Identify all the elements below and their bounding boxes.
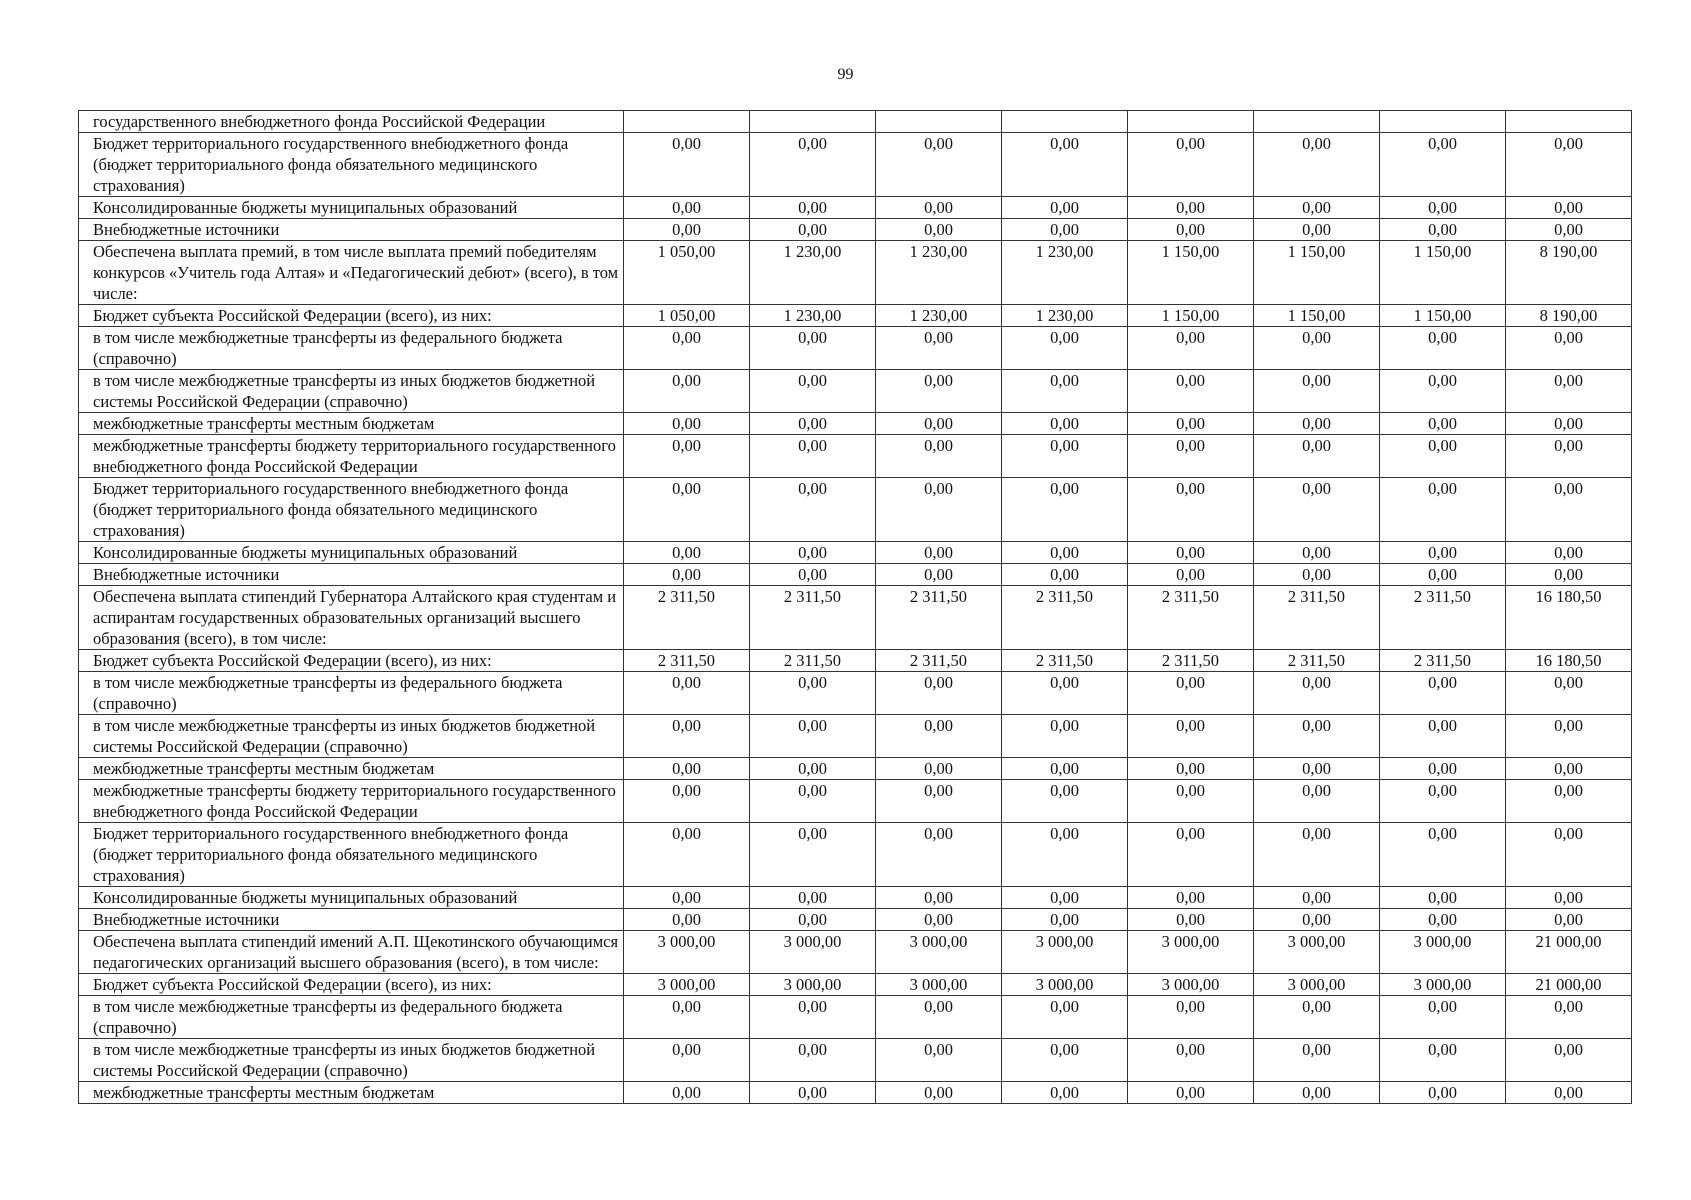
value-cell: 0,00	[750, 996, 876, 1039]
value-cell: 1 230,00	[750, 241, 876, 305]
row-label: Обеспечена выплата стипендий Губернатора Алтайского края студентам и аспирантам государственных образовательных организаций высшего образования (всего), в том числе:	[79, 586, 624, 650]
value-cell: 0,00	[750, 672, 876, 715]
value-cell: 0,00	[1506, 564, 1632, 586]
row-label: Консолидированные бюджеты муниципальных образований	[79, 542, 624, 564]
value-cell: 3 000,00	[876, 974, 1002, 996]
value-cell: 3 000,00	[624, 931, 750, 974]
value-cell: 0,00	[1380, 780, 1506, 823]
value-cell: 0,00	[1128, 1039, 1254, 1082]
value-cell: 2 311,50	[876, 586, 1002, 650]
value-cell: 3 000,00	[750, 974, 876, 996]
value-cell: 0,00	[1254, 780, 1380, 823]
row-label: межбюджетные трансферты бюджету территориального государственного внебюджетного фонда Российской Федерации	[79, 435, 624, 478]
value-cell: 0,00	[1254, 823, 1380, 887]
table-row	[79, 823, 1632, 887]
value-cell: 0,00	[876, 542, 1002, 564]
value-cell: 0,00	[1254, 327, 1380, 370]
value-cell: 0,00	[750, 133, 876, 197]
row-label: государственного внебюджетного фонда Российской Федерации	[79, 111, 624, 133]
value-cell: 0,00	[1380, 823, 1506, 887]
value-cell: 1 150,00	[1128, 305, 1254, 327]
value-cell: 0,00	[1506, 996, 1632, 1039]
row-label: Внебюджетные источники	[79, 909, 624, 931]
value-cell: 0,00	[1506, 542, 1632, 564]
table-row	[79, 1039, 1632, 1082]
value-cell	[876, 111, 1002, 133]
row-label: в том числе межбюджетные трансферты из иных бюджетов бюджетной системы Российской Федерации (справочно)	[79, 715, 624, 758]
value-cell: 0,00	[1506, 370, 1632, 413]
value-cell: 0,00	[876, 1082, 1002, 1104]
value-cell: 16 180,50	[1506, 586, 1632, 650]
value-cell: 0,00	[1128, 542, 1254, 564]
value-cell: 0,00	[876, 887, 1002, 909]
value-cell: 0,00	[1380, 478, 1506, 542]
value-cell: 0,00	[876, 780, 1002, 823]
value-cell: 0,00	[1380, 1082, 1506, 1104]
value-cell: 0,00	[1506, 1082, 1632, 1104]
value-cell: 2 311,50	[624, 650, 750, 672]
value-cell: 0,00	[1380, 542, 1506, 564]
value-cell: 0,00	[1380, 564, 1506, 586]
value-cell: 2 311,50	[876, 650, 1002, 672]
value-cell: 0,00	[1128, 780, 1254, 823]
value-cell: 0,00	[624, 909, 750, 931]
value-cell: 2 311,50	[1128, 586, 1254, 650]
value-cell: 0,00	[624, 564, 750, 586]
value-cell: 0,00	[1128, 370, 1254, 413]
value-cell: 0,00	[1002, 823, 1128, 887]
value-cell: 0,00	[624, 197, 750, 219]
value-cell: 0,00	[624, 887, 750, 909]
value-cell: 2 311,50	[1254, 650, 1380, 672]
value-cell: 0,00	[876, 435, 1002, 478]
value-cell: 0,00	[876, 370, 1002, 413]
table-row	[79, 996, 1632, 1039]
row-label: Обеспечена выплата премий, в том числе выплата премий победителям конкурсов «Учитель года Алтая» и «Педагогический дебют» (всего), в том числе:	[79, 241, 624, 305]
value-cell: 3 000,00	[750, 931, 876, 974]
value-cell: 0,00	[1380, 219, 1506, 241]
value-cell: 0,00	[750, 780, 876, 823]
value-cell: 8 190,00	[1506, 305, 1632, 327]
value-cell: 0,00	[1380, 996, 1506, 1039]
value-cell: 3 000,00	[1380, 931, 1506, 974]
value-cell: 16 180,50	[1506, 650, 1632, 672]
value-cell: 0,00	[1002, 1082, 1128, 1104]
value-cell: 0,00	[1002, 413, 1128, 435]
value-cell: 0,00	[624, 413, 750, 435]
table-row	[79, 241, 1632, 305]
value-cell: 0,00	[624, 823, 750, 887]
value-cell: 0,00	[876, 197, 1002, 219]
table-row	[79, 780, 1632, 823]
value-cell: 0,00	[1128, 823, 1254, 887]
value-cell: 0,00	[624, 133, 750, 197]
value-cell: 8 190,00	[1506, 241, 1632, 305]
value-cell: 0,00	[1128, 715, 1254, 758]
value-cell: 0,00	[1380, 327, 1506, 370]
value-cell: 2 311,50	[624, 586, 750, 650]
table-row	[79, 650, 1632, 672]
value-cell: 3 000,00	[1128, 974, 1254, 996]
value-cell: 0,00	[1380, 1039, 1506, 1082]
value-cell: 0,00	[750, 1039, 876, 1082]
value-cell: 3 000,00	[1254, 931, 1380, 974]
value-cell: 1 230,00	[876, 305, 1002, 327]
value-cell: 0,00	[1506, 413, 1632, 435]
value-cell: 1 150,00	[1254, 241, 1380, 305]
row-label: в том числе межбюджетные трансферты из федерального бюджета (справочно)	[79, 996, 624, 1039]
row-label: Бюджет территориального государственного внебюджетного фонда (бюджет территориального фонда обязательного медицинского страхования)	[79, 823, 624, 887]
value-cell: 1 150,00	[1128, 241, 1254, 305]
value-cell: 0,00	[1380, 715, 1506, 758]
value-cell	[1002, 111, 1128, 133]
value-cell: 0,00	[1128, 564, 1254, 586]
row-label: в том числе межбюджетные трансферты из федерального бюджета (справочно)	[79, 327, 624, 370]
value-cell: 0,00	[624, 542, 750, 564]
value-cell: 0,00	[750, 758, 876, 780]
value-cell: 0,00	[1128, 672, 1254, 715]
value-cell: 0,00	[1506, 715, 1632, 758]
value-cell: 0,00	[1128, 133, 1254, 197]
value-cell: 0,00	[1254, 413, 1380, 435]
value-cell: 0,00	[1254, 887, 1380, 909]
value-cell: 0,00	[876, 564, 1002, 586]
value-cell: 0,00	[1380, 197, 1506, 219]
value-cell: 0,00	[1002, 435, 1128, 478]
row-label: Консолидированные бюджеты муниципальных образований	[79, 197, 624, 219]
value-cell: 0,00	[1506, 672, 1632, 715]
table-row	[79, 672, 1632, 715]
value-cell: 0,00	[1254, 1039, 1380, 1082]
table-row	[79, 305, 1632, 327]
value-cell: 0,00	[750, 197, 876, 219]
value-cell	[624, 111, 750, 133]
value-cell: 0,00	[1128, 996, 1254, 1039]
value-cell: 0,00	[624, 780, 750, 823]
value-cell: 0,00	[1128, 909, 1254, 931]
value-cell: 0,00	[750, 1082, 876, 1104]
value-cell: 1 050,00	[624, 241, 750, 305]
row-label: межбюджетные трансферты местным бюджетам	[79, 1082, 624, 1104]
value-cell: 3 000,00	[876, 931, 1002, 974]
value-cell: 0,00	[1254, 435, 1380, 478]
table-row	[79, 758, 1632, 780]
value-cell	[1128, 111, 1254, 133]
value-cell: 0,00	[876, 909, 1002, 931]
table-row	[79, 909, 1632, 931]
value-cell: 0,00	[1254, 1082, 1380, 1104]
value-cell: 0,00	[1128, 327, 1254, 370]
table-row	[79, 370, 1632, 413]
row-label: Обеспечена выплата стипендий имений А.П. Щекотинского обучающимся педагогических организаций высшего образования (всего), в том числе:	[79, 931, 624, 974]
table-row	[79, 197, 1632, 219]
value-cell: 0,00	[876, 1039, 1002, 1082]
value-cell: 2 311,50	[1128, 650, 1254, 672]
table-row	[79, 435, 1632, 478]
value-cell	[1254, 111, 1380, 133]
value-cell: 0,00	[1254, 542, 1380, 564]
value-cell: 0,00	[1128, 197, 1254, 219]
value-cell: 0,00	[1506, 478, 1632, 542]
value-cell: 0,00	[1128, 758, 1254, 780]
value-cell: 0,00	[1380, 909, 1506, 931]
value-cell: 0,00	[1506, 780, 1632, 823]
value-cell: 0,00	[1380, 435, 1506, 478]
value-cell: 0,00	[1002, 542, 1128, 564]
value-cell: 0,00	[876, 133, 1002, 197]
value-cell: 0,00	[1506, 219, 1632, 241]
value-cell: 0,00	[876, 672, 1002, 715]
row-label: Бюджет территориального государственного внебюджетного фонда (бюджет территориального фонда обязательного медицинского страхования)	[79, 133, 624, 197]
value-cell: 0,00	[1002, 672, 1128, 715]
table-row	[79, 1082, 1632, 1104]
value-cell: 0,00	[1506, 887, 1632, 909]
row-label: Бюджет субъекта Российской Федерации (всего), из них:	[79, 305, 624, 327]
value-cell: 3 000,00	[1380, 974, 1506, 996]
table-row	[79, 564, 1632, 586]
value-cell: 0,00	[1002, 780, 1128, 823]
value-cell: 0,00	[750, 413, 876, 435]
value-cell: 0,00	[1380, 133, 1506, 197]
value-cell: 0,00	[1002, 909, 1128, 931]
value-cell: 0,00	[876, 327, 1002, 370]
value-cell: 0,00	[1380, 758, 1506, 780]
value-cell: 0,00	[1002, 758, 1128, 780]
value-cell: 0,00	[750, 887, 876, 909]
value-cell: 0,00	[750, 370, 876, 413]
value-cell: 0,00	[1380, 370, 1506, 413]
value-cell: 0,00	[750, 564, 876, 586]
value-cell	[750, 111, 876, 133]
value-cell: 0,00	[624, 478, 750, 542]
value-cell: 0,00	[1254, 715, 1380, 758]
value-cell: 1 150,00	[1380, 305, 1506, 327]
page-number: 99	[837, 66, 854, 83]
table-row	[79, 413, 1632, 435]
table-row	[79, 931, 1632, 974]
value-cell: 0,00	[1002, 219, 1128, 241]
value-cell: 2 311,50	[1002, 586, 1128, 650]
value-cell: 3 000,00	[1254, 974, 1380, 996]
value-cell: 0,00	[1002, 564, 1128, 586]
value-cell: 0,00	[1002, 327, 1128, 370]
table-row	[79, 111, 1632, 133]
table-row	[79, 327, 1632, 370]
value-cell: 0,00	[624, 996, 750, 1039]
value-cell: 2 311,50	[750, 650, 876, 672]
value-cell: 21 000,00	[1506, 974, 1632, 996]
value-cell: 1 150,00	[1380, 241, 1506, 305]
value-cell: 0,00	[1002, 887, 1128, 909]
row-label: Бюджет территориального государственного внебюджетного фонда (бюджет территориального фонда обязательного медицинского страхования)	[79, 478, 624, 542]
value-cell: 0,00	[876, 996, 1002, 1039]
value-cell: 3 000,00	[1002, 931, 1128, 974]
value-cell: 0,00	[876, 478, 1002, 542]
table-row	[79, 542, 1632, 564]
budget-table	[78, 110, 1632, 1104]
value-cell: 0,00	[1506, 435, 1632, 478]
value-cell: 1 230,00	[876, 241, 1002, 305]
value-cell: 0,00	[876, 219, 1002, 241]
value-cell: 0,00	[876, 715, 1002, 758]
value-cell: 0,00	[1002, 715, 1128, 758]
value-cell: 1 230,00	[750, 305, 876, 327]
value-cell: 0,00	[1128, 1082, 1254, 1104]
value-cell: 0,00	[624, 370, 750, 413]
value-cell: 0,00	[624, 1039, 750, 1082]
value-cell: 0,00	[1254, 758, 1380, 780]
value-cell: 0,00	[1506, 133, 1632, 197]
value-cell: 0,00	[1506, 758, 1632, 780]
table-row	[79, 586, 1632, 650]
value-cell: 0,00	[624, 758, 750, 780]
table-body	[79, 111, 1632, 1104]
value-cell: 0,00	[624, 219, 750, 241]
value-cell: 0,00	[1254, 197, 1380, 219]
row-label: Внебюджетные источники	[79, 564, 624, 586]
value-cell: 2 311,50	[1380, 650, 1506, 672]
value-cell: 3 000,00	[1128, 931, 1254, 974]
value-cell: 2 311,50	[1002, 650, 1128, 672]
value-cell: 0,00	[624, 715, 750, 758]
value-cell: 0,00	[1380, 887, 1506, 909]
value-cell: 0,00	[1002, 478, 1128, 542]
value-cell: 0,00	[1128, 413, 1254, 435]
value-cell: 0,00	[750, 478, 876, 542]
value-cell: 0,00	[1254, 133, 1380, 197]
value-cell: 0,00	[1506, 197, 1632, 219]
value-cell: 3 000,00	[1002, 974, 1128, 996]
row-label: межбюджетные трансферты местным бюджетам	[79, 758, 624, 780]
value-cell: 0,00	[750, 909, 876, 931]
value-cell: 0,00	[876, 758, 1002, 780]
value-cell: 0,00	[876, 413, 1002, 435]
value-cell: 0,00	[1506, 1039, 1632, 1082]
value-cell: 0,00	[1254, 996, 1380, 1039]
row-label: межбюджетные трансферты местным бюджетам	[79, 413, 624, 435]
value-cell: 0,00	[1002, 996, 1128, 1039]
value-cell: 21 000,00	[1506, 931, 1632, 974]
value-cell: 0,00	[624, 327, 750, 370]
row-label: Бюджет субъекта Российской Федерации (всего), из них:	[79, 974, 624, 996]
value-cell	[1380, 111, 1506, 133]
value-cell: 0,00	[1002, 1039, 1128, 1082]
value-cell: 0,00	[1002, 370, 1128, 413]
value-cell: 0,00	[624, 672, 750, 715]
value-cell: 0,00	[1128, 435, 1254, 478]
value-cell: 0,00	[1254, 478, 1380, 542]
value-cell: 0,00	[1380, 413, 1506, 435]
value-cell: 0,00	[750, 715, 876, 758]
value-cell: 0,00	[624, 435, 750, 478]
value-cell: 0,00	[1254, 219, 1380, 241]
value-cell: 0,00	[1506, 823, 1632, 887]
row-label: межбюджетные трансферты бюджету территориального государственного внебюджетного фонда Российской Федерации	[79, 780, 624, 823]
row-label: в том числе межбюджетные трансферты из иных бюджетов бюджетной системы Российской Федерации (справочно)	[79, 370, 624, 413]
value-cell: 0,00	[1254, 370, 1380, 413]
value-cell: 0,00	[876, 823, 1002, 887]
value-cell: 0,00	[1254, 909, 1380, 931]
row-label: Консолидированные бюджеты муниципальных образований	[79, 887, 624, 909]
value-cell: 0,00	[1128, 887, 1254, 909]
value-cell: 0,00	[624, 1082, 750, 1104]
value-cell: 0,00	[1254, 672, 1380, 715]
value-cell: 1 230,00	[1002, 305, 1128, 327]
value-cell: 0,00	[1506, 909, 1632, 931]
value-cell: 0,00	[1128, 219, 1254, 241]
row-label: в том числе межбюджетные трансферты из иных бюджетов бюджетной системы Российской Федерации (справочно)	[79, 1039, 624, 1082]
table-row	[79, 478, 1632, 542]
value-cell: 0,00	[1380, 672, 1506, 715]
value-cell: 0,00	[1128, 478, 1254, 542]
value-cell: 2 311,50	[1254, 586, 1380, 650]
table-row	[79, 887, 1632, 909]
value-cell: 0,00	[750, 435, 876, 478]
value-cell: 0,00	[750, 327, 876, 370]
value-cell: 0,00	[1254, 564, 1380, 586]
value-cell: 1 050,00	[624, 305, 750, 327]
value-cell: 0,00	[750, 823, 876, 887]
table-row	[79, 715, 1632, 758]
value-cell: 1 150,00	[1254, 305, 1380, 327]
value-cell: 0,00	[1506, 327, 1632, 370]
value-cell: 0,00	[1002, 197, 1128, 219]
value-cell: 2 311,50	[750, 586, 876, 650]
row-label: Внебюджетные источники	[79, 219, 624, 241]
row-label: Бюджет субъекта Российской Федерации (всего), из них:	[79, 650, 624, 672]
row-label: в том числе межбюджетные трансферты из федерального бюджета (справочно)	[79, 672, 624, 715]
table-row	[79, 974, 1632, 996]
value-cell	[1506, 111, 1632, 133]
value-cell: 0,00	[750, 542, 876, 564]
value-cell: 0,00	[750, 219, 876, 241]
value-cell: 1 230,00	[1002, 241, 1128, 305]
table-row	[79, 133, 1632, 197]
value-cell: 3 000,00	[624, 974, 750, 996]
value-cell: 2 311,50	[1380, 586, 1506, 650]
table-row	[79, 219, 1632, 241]
value-cell: 0,00	[1002, 133, 1128, 197]
